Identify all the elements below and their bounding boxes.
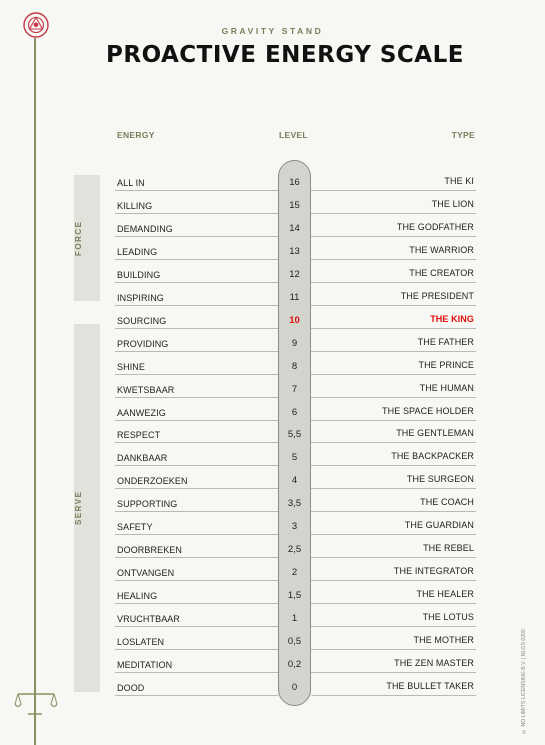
level-value: 11: [289, 291, 300, 303]
level-value: 1,5: [287, 590, 302, 602]
type-label: THE SURGEON: [406, 474, 474, 485]
energy-label: RESPECT: [117, 430, 161, 441]
level-value: 12: [289, 268, 300, 280]
table-row: [115, 627, 476, 650]
energy-label: KILLING: [117, 200, 153, 211]
table-row: [115, 283, 476, 306]
serve-band-label: SERVE: [74, 490, 83, 526]
level-value: 16: [289, 177, 300, 188]
energy-label: SAFETY: [117, 522, 153, 533]
type-label: THE KI: [444, 176, 474, 186]
level-value: 10: [289, 314, 300, 326]
level-value: 2,5: [287, 544, 302, 556]
energy-label: INSPIRING: [117, 292, 164, 303]
level-value: 9: [291, 337, 298, 349]
energy-label: KWETSBAAR: [117, 384, 175, 395]
table-row: [115, 489, 476, 512]
type-label: THE BULLET TAKER: [386, 680, 474, 691]
force-band-label: FORCE: [74, 220, 83, 256]
level-value: 15: [289, 199, 300, 211]
table-row: [115, 306, 476, 329]
energy-label: PROVIDING: [117, 338, 169, 349]
table-row: [115, 512, 476, 535]
type-label: THE PRESIDENT: [400, 290, 474, 301]
table-row: [115, 604, 476, 627]
table-row: [115, 398, 476, 421]
brand-name: GRAVITY STAND: [221, 26, 324, 36]
table-row: [115, 673, 476, 696]
level-value: 4: [291, 475, 298, 487]
type-column-header: TYPE: [451, 130, 475, 140]
type-label: THE COACH: [420, 497, 474, 508]
table-row: [115, 420, 476, 443]
level-value: 13: [289, 245, 300, 257]
level-value: 2: [291, 567, 298, 579]
level-value: 0: [291, 681, 298, 693]
table-row: [115, 535, 476, 558]
type-label: THE GENTLEMAN: [396, 428, 474, 439]
type-label: THE INTEGRATOR: [393, 566, 474, 577]
energy-label: SHINE: [117, 361, 146, 372]
type-label: THE LOTUS: [422, 612, 474, 623]
energy-label: SOURCING: [117, 315, 167, 326]
type-label: THE BACKPACKER: [391, 451, 474, 462]
energy-label: DANKBAAR: [117, 453, 168, 464]
copyright-note: © NO LIMITS LICENSING B.V. | NLGS 0200: [521, 629, 527, 734]
level-value: 6: [291, 406, 298, 418]
energy-label: DOOD: [117, 682, 145, 693]
table-row: [115, 168, 476, 191]
level-value: 0,5: [287, 636, 302, 647]
energy-label: LEADING: [117, 246, 158, 257]
type-label: THE ZEN MASTER: [394, 657, 474, 668]
energy-label: BUILDING: [117, 269, 161, 280]
type-label: THE LION: [431, 198, 474, 209]
type-label: THE HUMAN: [419, 382, 474, 393]
energy-label: LOSLATEN: [117, 637, 165, 647]
level-value: 7: [291, 383, 298, 395]
energy-label: DEMANDING: [117, 223, 173, 234]
table-row: [115, 214, 476, 237]
level-value: 8: [291, 360, 298, 372]
table-row: [115, 191, 476, 214]
level-value: 5: [291, 452, 298, 464]
row-divider: [311, 695, 476, 696]
type-label: THE PRINCE: [418, 359, 474, 370]
table-row: [115, 466, 476, 489]
energy-label: AANWEZIG: [117, 407, 166, 418]
energy-column-header: ENERGY: [117, 130, 155, 140]
level-value: 14: [289, 222, 300, 234]
scale-balance-icon: [14, 686, 58, 716]
type-label: THE SPACE HOLDER: [382, 405, 474, 416]
page-title: PROACTIVE ENERGY SCALE: [106, 42, 464, 68]
level-value: 3: [291, 521, 298, 533]
level-value: 5,5: [287, 429, 302, 441]
vertical-rule: [34, 38, 36, 745]
type-label: THE CREATOR: [409, 267, 474, 278]
energy-label: VRUCHTBAAR: [117, 614, 181, 625]
table-row: [115, 237, 476, 260]
energy-label: ONTVANGEN: [117, 568, 175, 579]
energy-label: DOORBREKEN: [117, 545, 183, 556]
type-label: THE GUARDIAN: [404, 520, 474, 531]
level-column-header: LEVEL: [279, 130, 308, 140]
energy-label: ALL IN: [117, 178, 145, 188]
level-value: 1: [291, 613, 298, 625]
table-row: [115, 260, 476, 283]
table-row: [115, 581, 476, 604]
table-row: [115, 375, 476, 398]
energy-label: SUPPORTING: [117, 499, 178, 510]
type-label: THE FATHER: [417, 336, 474, 347]
table-row: [115, 329, 476, 352]
energy-label: HEALING: [117, 591, 158, 602]
type-label: THE REBEL: [423, 543, 474, 554]
type-label: THE WARRIOR: [409, 244, 474, 255]
type-label: THE GODFATHER: [396, 221, 474, 232]
type-label: THE MOTHER: [413, 635, 474, 645]
level-value: 3,5: [287, 498, 302, 510]
type-label: THE HEALER: [416, 589, 474, 600]
energy-label: ONDERZOEKEN: [117, 476, 188, 487]
table-row: [115, 650, 476, 673]
type-label: THE KING: [430, 313, 474, 324]
energy-label: MEDITATION: [117, 659, 173, 670]
table-row: [115, 443, 476, 466]
table-row: [115, 558, 476, 581]
table-row: [115, 352, 476, 375]
row-divider: [115, 695, 278, 696]
level-value: 0,2: [287, 658, 302, 670]
